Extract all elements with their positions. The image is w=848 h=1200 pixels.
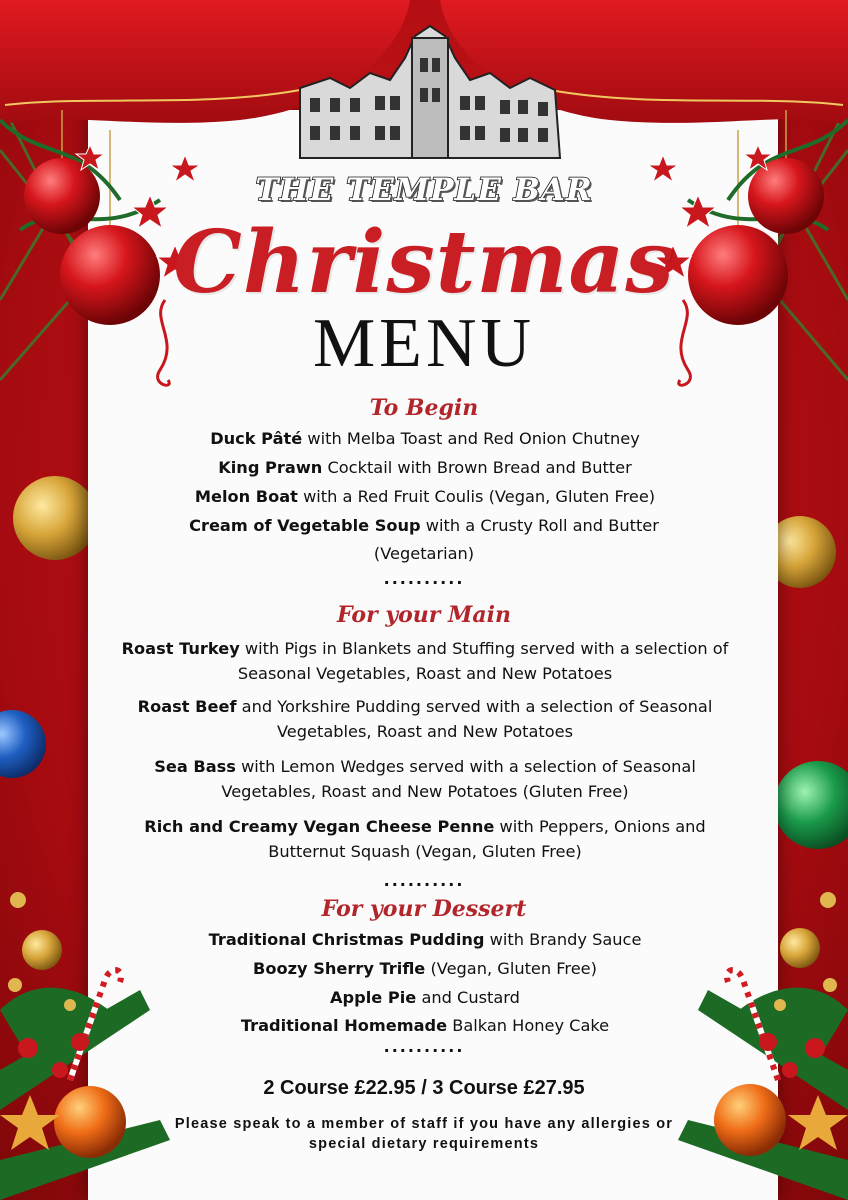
menu-title: MENU	[312, 305, 536, 382]
gold-bauble-icon	[13, 476, 97, 560]
blue-bauble-icon	[0, 710, 46, 778]
item-name: Roast Turkey	[121, 639, 240, 658]
item-name: Cream of Vegetable Soup	[189, 516, 421, 535]
section-divider: ..........	[383, 871, 465, 890]
christmas-title: Christmas	[173, 212, 675, 313]
item-name: Sea Bass	[154, 757, 236, 776]
item-name: Traditional Christmas Pudding	[208, 930, 485, 949]
allergy-note: Please speak to a member of staff if you have any allergies or special dietary requirements	[174, 1116, 674, 1152]
menu-item	[110, 484, 740, 509]
section-divider: ..........	[383, 569, 465, 588]
item-desc: and Custard	[416, 988, 520, 1007]
bell-icon	[22, 930, 62, 970]
item-desc: with Brandy Sauce	[484, 930, 642, 949]
item-name: King Prawn	[218, 458, 323, 477]
item-desc: with Peppers, Onions and Butternut Squash (Vegan, Gluten Free)	[268, 817, 706, 861]
item-name: Melon Boat	[194, 487, 298, 506]
item-desc: with a Crusty Roll and Butter (Vegetarian)	[373, 516, 659, 563]
item-desc: and Yorkshire Pudding served with a selection of Seasonal Vegetables, Roast and New Potatoes	[236, 697, 713, 741]
item-desc: with Melba Toast and Red Onion Chutney	[302, 429, 640, 448]
venue-name: THE TEMPLE BAR	[255, 172, 593, 208]
item-desc: Cocktail with Brown Bread and Butter	[322, 458, 632, 477]
menu-item	[140, 512, 708, 568]
item-desc: with a Red Fruit Coulis (Vegan, Gluten Free)	[297, 487, 656, 506]
item-name: Roast Beef	[137, 697, 237, 716]
item-name: Traditional Homemade	[240, 1016, 448, 1035]
menu-item	[110, 927, 740, 952]
item-name: Rich and Creamy Vegan Cheese Penne	[144, 817, 495, 836]
starters-heading: To Begin	[369, 395, 479, 421]
menu-item	[110, 455, 740, 480]
course-pricing: 2 Course £22.95 / 3 Course £27.95	[263, 1077, 585, 1099]
menu-item	[110, 694, 740, 744]
menu-item	[110, 426, 740, 451]
menu-item	[110, 814, 740, 864]
item-desc: Balkan Honey Cake	[447, 1016, 610, 1035]
menu-item	[110, 754, 740, 804]
menu-item	[110, 956, 740, 981]
item-name: Duck Pâté	[210, 429, 303, 448]
bell-icon	[780, 928, 820, 968]
item-desc: (Vegan, Gluten Free)	[425, 959, 597, 978]
item-desc: with Lemon Wedges served with a selection of Seasonal Vegetables, Roast and New Potatoes (Gluten Free)	[221, 757, 696, 801]
menu-item	[110, 985, 740, 1010]
menu-item	[110, 636, 740, 686]
mains-heading: For your Main	[336, 602, 511, 628]
section-divider: ..........	[383, 1037, 465, 1056]
item-name: Apple Pie	[330, 988, 417, 1007]
item-desc: with Pigs in Blankets and Stuffing served with a selection of Seasonal Vegetables, Roast and New Potatoes	[237, 639, 729, 683]
menu-item	[110, 1013, 740, 1038]
desserts-heading: For your Dessert	[321, 896, 527, 922]
item-name: Boozy Sherry Trifle	[253, 959, 426, 978]
green-bauble-icon	[774, 761, 848, 849]
